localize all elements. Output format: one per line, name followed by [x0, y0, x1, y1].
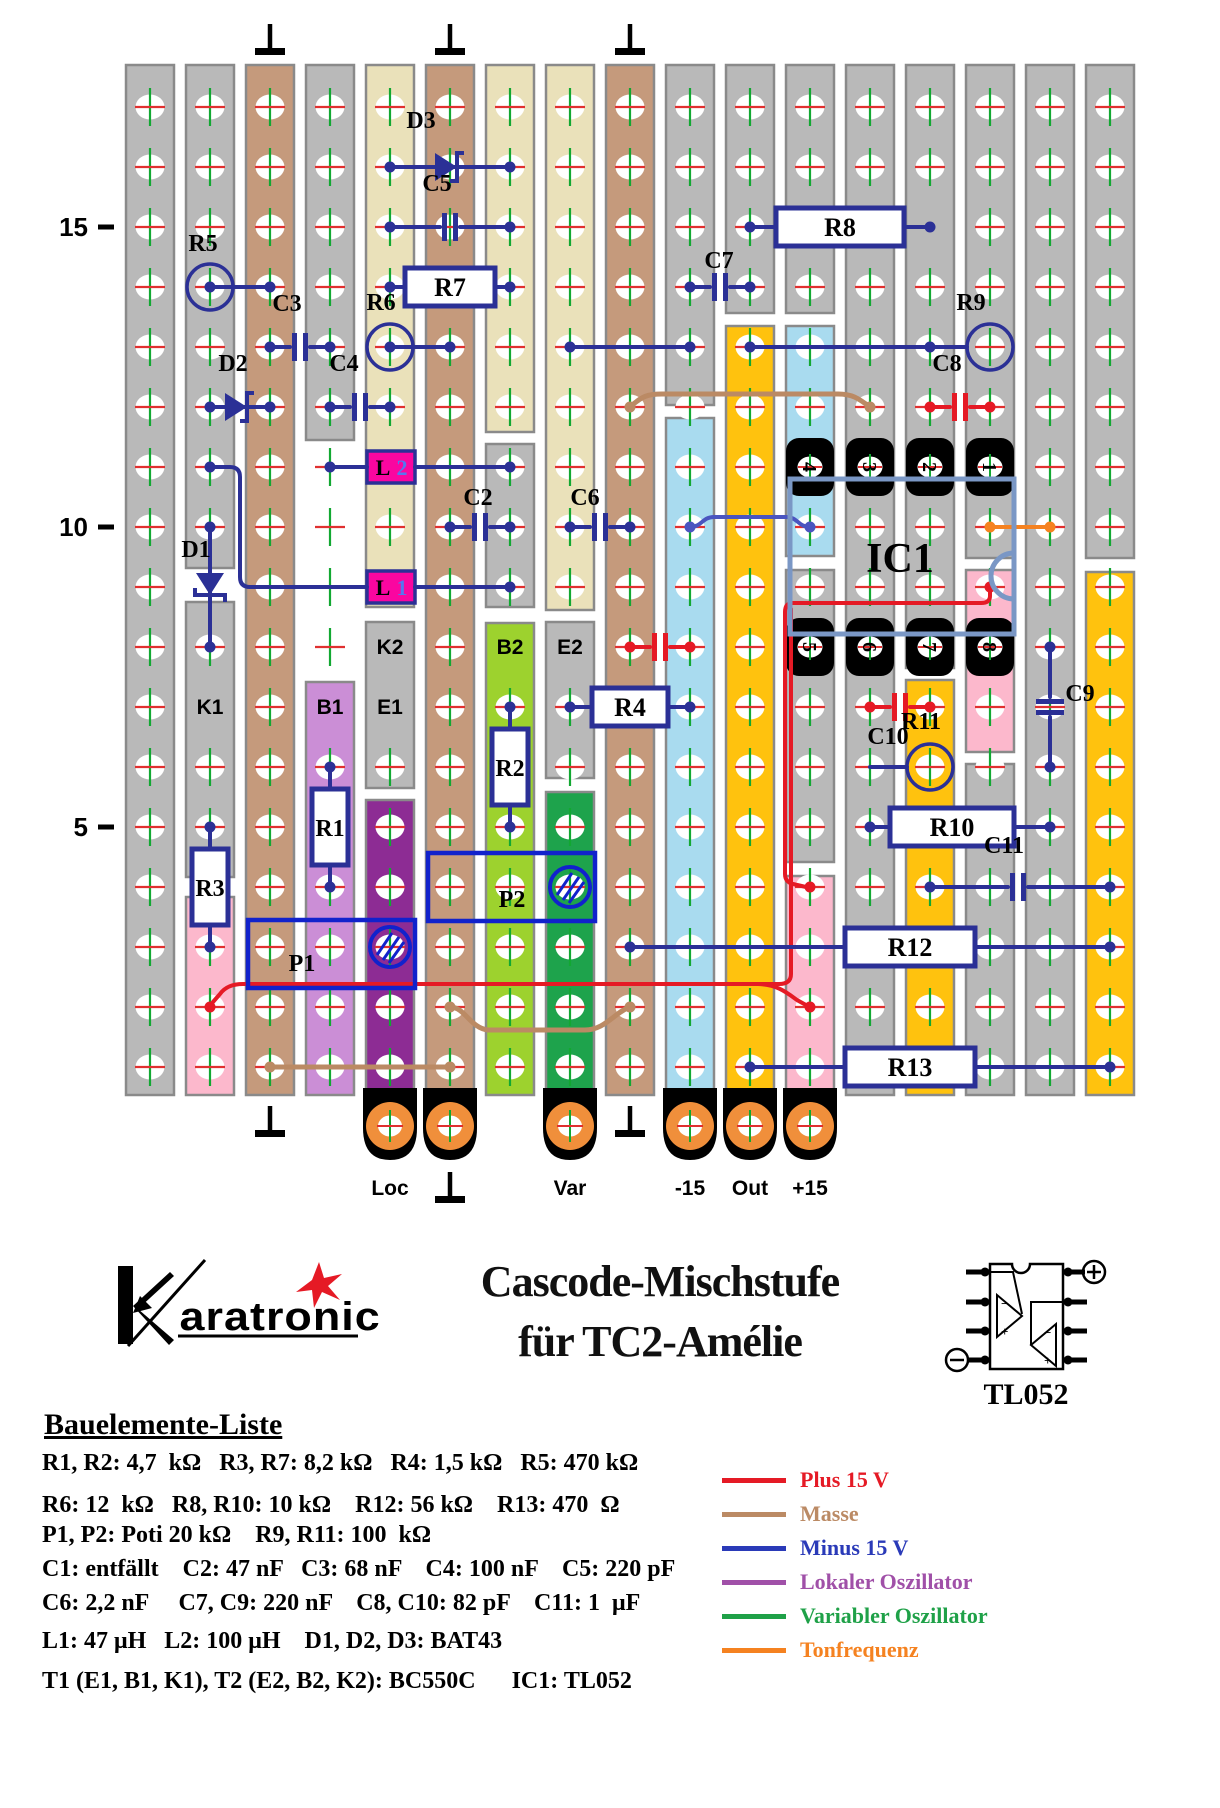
wire-dot: [565, 702, 576, 713]
component-L2: [367, 451, 415, 483]
logo-text: aratronic: [179, 1294, 381, 1339]
wire-dot: [265, 402, 276, 413]
strip-col2: [186, 65, 234, 568]
tl052-caption: TL052: [983, 1378, 1069, 1411]
svg-text:−: −: [1001, 1296, 1009, 1311]
legend-item: [722, 1501, 988, 1527]
wire-dot: [505, 462, 516, 473]
connector-Var: [543, 1088, 597, 1160]
component-label-C4: C4: [329, 351, 359, 377]
wire-dot: [265, 1062, 276, 1073]
row-tick-15: 15: [59, 212, 88, 242]
component-label-P2: P2: [498, 887, 526, 913]
ground-icon: [615, 24, 645, 55]
wire-dot: [565, 522, 576, 533]
legend-swatch: [722, 1512, 786, 1517]
legend-item: [722, 1603, 988, 1629]
component-L1: [367, 571, 415, 603]
legend-label: Tonfrequenz: [800, 1637, 919, 1662]
bare-hole: [315, 508, 345, 546]
wire-dot: [445, 342, 456, 353]
wire-dot: [625, 642, 636, 653]
legend-label: Masse: [800, 1501, 859, 1526]
wire-dot: [445, 522, 456, 533]
legend-label: Minus 15 V: [800, 1535, 909, 1560]
logo-k-bar: [118, 1266, 133, 1344]
ic1-pin-number: 6: [858, 642, 880, 652]
wire-dot: [205, 822, 216, 833]
connector-Out: [723, 1088, 777, 1160]
wire-dot: [745, 1062, 756, 1073]
wire-dot: [1105, 882, 1116, 893]
terminal-label-E1: E1: [377, 696, 403, 719]
wire-dot: [1045, 642, 1056, 653]
wire-dot: [385, 162, 396, 173]
component-label-P1: P1: [288, 951, 316, 977]
wire-dot: [625, 942, 636, 953]
ic1-pin-number: 8: [978, 642, 1000, 652]
component-label-R9: R9: [956, 290, 986, 316]
svg-text:−: −: [1044, 1325, 1052, 1340]
wire-dot: [685, 702, 696, 713]
legend-item: [722, 1569, 988, 1595]
wire-dot: [325, 762, 336, 773]
parts-list-line: T1 (E1, B1, K1), T2 (E2, B2, K2): BC550C IC1: TL052: [42, 1668, 632, 1694]
wire-dot: [685, 282, 696, 293]
svg-text:R3: R3: [195, 876, 225, 902]
wire-dot: [205, 402, 216, 413]
legend-swatch: [722, 1648, 786, 1653]
ic1-pin-number: 4: [798, 462, 820, 472]
legend-swatch: [722, 1580, 786, 1585]
svg-text:R2: R2: [495, 756, 525, 782]
component-label-R6: R6: [366, 290, 396, 316]
legend-swatch: [722, 1478, 786, 1483]
wire-dot: [505, 702, 516, 713]
wire-dot: [385, 222, 396, 233]
component-label-IC1: IC1: [866, 536, 934, 582]
terminal-label-B2: B2: [496, 636, 524, 659]
wire-dot: [925, 882, 936, 893]
wire-dot: [745, 282, 756, 293]
terminal-label-B1: B1: [316, 696, 344, 719]
component-label-D3: D3: [406, 108, 436, 134]
ground-icon: [435, 24, 465, 55]
logo: [100, 1258, 420, 1358]
wire-dot: [865, 402, 876, 413]
wire-dot: [1105, 1062, 1116, 1073]
legend-swatch: [722, 1546, 786, 1551]
ground-icon: [255, 24, 285, 55]
wire-dot: [505, 162, 516, 173]
inductor-digit: 2: [396, 455, 408, 480]
legend-item: [722, 1467, 988, 1493]
ic1-pin-number: 2: [918, 462, 940, 472]
bare-hole: [315, 628, 345, 666]
svg-text:+: +: [1001, 1324, 1009, 1339]
svg-text:R10: R10: [929, 813, 975, 842]
component-label-R5: R5: [188, 231, 218, 257]
wire-dot: [325, 462, 336, 473]
wire-dot: [925, 402, 936, 413]
component-label-C3: C3: [272, 291, 302, 317]
parts-list-line: P1, P2: Poti 20 kΩ R9, R11: 100 kΩ: [42, 1522, 432, 1548]
wire-dot: [1105, 942, 1116, 953]
wire-dot: [205, 522, 216, 533]
wire-dot: [325, 882, 336, 893]
wire-dot: [1045, 762, 1056, 773]
wire-dot: [445, 1002, 456, 1013]
wire-dot: [505, 282, 516, 293]
wire-dot: [985, 522, 996, 533]
wire-dot: [505, 822, 516, 833]
svg-text:R12: R12: [887, 933, 933, 962]
component-label-C2: C2: [463, 485, 493, 511]
connector-ground-icon: [435, 1172, 465, 1203]
component-label-D2: D2: [218, 351, 248, 377]
wire-dot: [685, 522, 696, 533]
wire-dot: [205, 942, 216, 953]
svg-text:R1: R1: [315, 816, 345, 842]
svg-text:R7: R7: [434, 273, 466, 302]
legend-label: Plus 15 V: [800, 1467, 889, 1492]
svg-text:+: +: [1044, 1353, 1052, 1368]
wire-dot: [685, 642, 696, 653]
wire-dot: [985, 402, 996, 413]
component-label-C10: C10: [867, 724, 909, 750]
tl052-diagram: [930, 1244, 1220, 1419]
parts-list-line: L1: 47 μH L2: 100 μH D1, D2, D3: BAT43: [42, 1628, 503, 1654]
connector-label-Loc: Loc: [371, 1177, 409, 1200]
ic1-pin-number: 1: [978, 462, 1000, 472]
connector-Loc: [363, 1088, 417, 1160]
wire-dot: [505, 522, 516, 533]
component-label-C8: C8: [932, 351, 962, 377]
ic1-pin-number: 7: [918, 642, 940, 652]
wire-dot: [205, 642, 216, 653]
wire-dot: [565, 342, 576, 353]
inductor-label: L: [375, 455, 391, 480]
wire-dot: [805, 882, 816, 893]
page-title-line2: für TC2-Amélie: [518, 1317, 802, 1366]
legend-label: Variabler Oszillator: [800, 1603, 988, 1628]
wire-dot: [745, 342, 756, 353]
legend-swatch: [722, 1614, 786, 1619]
wire-dot: [205, 462, 216, 473]
ground-icon: [615, 1106, 645, 1137]
tl052-body: [990, 1264, 1063, 1369]
component-label-D1: D1: [181, 537, 211, 563]
terminal-label-K2: K2: [376, 636, 404, 659]
connector-⊥: [423, 1088, 477, 1160]
legend: [722, 1467, 988, 1671]
wire-dot: [325, 402, 336, 413]
parts-list-line: C1: entfällt C2: 47 nF C3: 68 nF C4: 100 nF C5: 220 pF: [42, 1556, 676, 1582]
wire-dot: [385, 342, 396, 353]
wire-dot: [205, 282, 216, 293]
parts-list-line: R1, R2: 4,7 kΩ R3, R7: 8,2 kΩ R4: 1,5 kΩ R5: 470 kΩ: [42, 1450, 639, 1476]
svg-text:R13: R13: [887, 1053, 933, 1082]
wire-dot: [505, 582, 516, 593]
component-label-R11: R11: [900, 709, 942, 735]
terminal-label-K1: K1: [196, 696, 224, 719]
svg-text:R8: R8: [824, 213, 856, 242]
legend-label: Lokaler Oszillator: [800, 1569, 973, 1594]
inductor-digit: 1: [396, 575, 408, 600]
component-label-C9: C9: [1065, 681, 1095, 707]
wire-dot: [805, 522, 816, 533]
connector-label-Var: Var: [553, 1177, 587, 1200]
svg-text:R4: R4: [614, 693, 646, 722]
ic1-pin-number: 3: [858, 462, 880, 472]
ic1-pin-number: 5: [798, 642, 820, 652]
connector-label-Out: Out: [731, 1177, 769, 1200]
wire-dot: [865, 822, 876, 833]
wire-dot: [805, 1002, 816, 1013]
component-label-C5: C5: [422, 171, 452, 197]
ground-icon: [255, 1106, 285, 1137]
connector-+15: [783, 1088, 837, 1160]
terminal-label-E2: E2: [557, 636, 583, 659]
inductor-label: L: [375, 575, 391, 600]
wire-dot: [625, 1002, 636, 1013]
wire-dot: [445, 1062, 456, 1073]
wire-dot: [1045, 522, 1056, 533]
wire-dot: [685, 342, 696, 353]
parts-list-line: R6: 12 kΩ R8, R10: 10 kΩ R12: 56 kΩ R13: 470 Ω: [42, 1492, 620, 1518]
connector--15: [663, 1088, 717, 1160]
wire-dot: [865, 702, 876, 713]
connector-label-+15: +15: [792, 1177, 828, 1200]
wire-dot: [505, 222, 516, 233]
component-label-C11: C11: [983, 833, 1025, 859]
component-label-C6: C6: [570, 485, 600, 511]
wire-dot: [1045, 822, 1056, 833]
wire-dot: [625, 522, 636, 533]
wire-dot: [205, 1002, 216, 1013]
connector-label--15: -15: [674, 1177, 706, 1200]
legend-item: [722, 1637, 988, 1663]
legend-item: [722, 1535, 988, 1561]
wire: [450, 1007, 630, 1030]
wire-dot: [265, 342, 276, 353]
wire-dot: [925, 222, 936, 233]
wire-dot: [625, 402, 636, 413]
row-tick-10: 10: [59, 512, 88, 542]
page-title-line1: Cascode-Mischstufe: [480, 1257, 840, 1306]
wire-dot: [385, 402, 396, 413]
parts-list-heading: Bauelemente-Liste: [44, 1408, 283, 1441]
wire-dot: [745, 222, 756, 233]
row-tick-5: 5: [73, 812, 88, 842]
component-label-C7: C7: [704, 248, 734, 274]
parts-list-line: C6: 2,2 nF C7, C9: 220 nF C8, C10: 82 pF C11: 1 μF: [42, 1590, 641, 1616]
